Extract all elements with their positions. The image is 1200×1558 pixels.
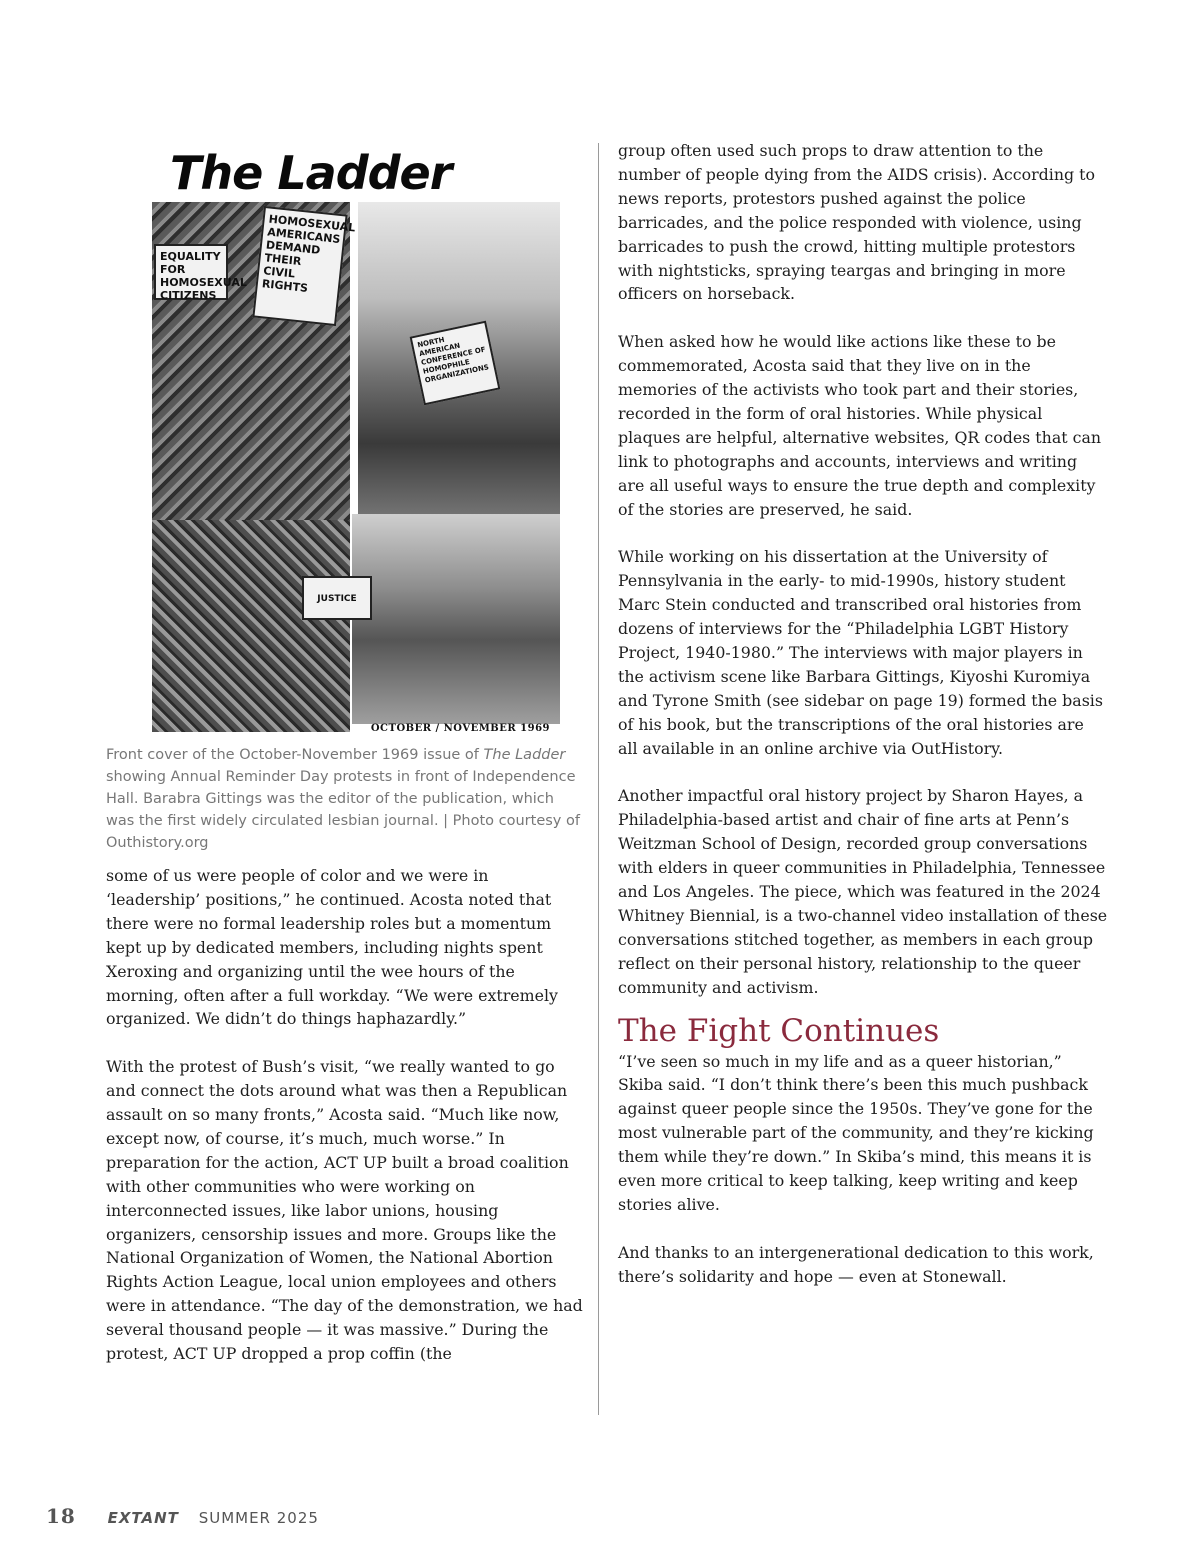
protest-sign: EQUALITY FOR HOMOSEXUAL CITIZENS <box>154 244 228 300</box>
left-body-text <box>106 864 586 1366</box>
magazine-name: EXTANT <box>107 1509 179 1527</box>
protest-photo-bottom-left <box>152 520 350 732</box>
paragraph: some of us were people of color and we were in ‘leadership’ positions,” he continued. Acosta noted that there were no formal leadership roles but a momentum kept up by dedicated members, including nights spent Xeroxing and organizing until the wee hours of the morning, often after a full workday. “We were extremely organized. We didn’t do things haphazardly.” <box>106 866 558 1029</box>
section-body-text <box>618 1050 1108 1289</box>
column-divider <box>598 143 599 1415</box>
page-number: 18 <box>46 1504 76 1528</box>
protest-sign: JUSTICE <box>302 576 372 620</box>
section-heading: The Fight Continues <box>618 1012 940 1049</box>
cover-title: The Ladder <box>170 146 452 200</box>
protest-photo-bottom-right <box>352 514 560 724</box>
protest-sign: HOMOSEXUAL AMERICANS DEMAND THEIR CIVIL RIGHTS <box>252 206 347 326</box>
issue-label: SUMMER 2025 <box>198 1509 319 1527</box>
paragraph: Another impactful oral history project by Sharon Hayes, a Philadelphia-based artist and chair of fine arts at Penn’s Weitzman School of Design, recorded group conversations with elders in queer communities in Philadelphia, Tennessee and Los Angeles. The piece, which was featured in the 2024 Whitney Biennial, is a two-channel video installation of these conversations stitched together, as members in each group reflect on their personal history, relationship to the queer community and activism. <box>618 786 1108 997</box>
left-column <box>106 140 586 1366</box>
page-footer <box>46 1504 319 1528</box>
cover-issue-date: OCTOBER / NOVEMBER 1969 <box>370 723 550 734</box>
paragraph: And thanks to an intergenerational dedication to this work, there’s solidarity and hope — even at Stonewall. <box>618 1242 1094 1286</box>
protest-sign: NORTH AMERICAN CONFERENCE OF HOMOPHILE ORGANIZATIONS <box>410 321 501 406</box>
paragraph: With the protest of Bush’s visit, “we really wanted to go and connect the dots around what was then a Republican assault on so many fronts,” Acosta said. “Much like now, except now, of course, it’s much, much worse.” In preparation for the action, ACT UP built a broad coalition with other communities who were working on interconnected issues, like labor unions, housing organizers, censorship issues and more. Groups like the National Organization of Women, the National Abortion Rights Action League, local union employees and others were in attendance. “The day of the demonstration, we had several thousand people — it was massive.” During the protest, ACT UP dropped a prop coffin (the <box>106 1057 583 1364</box>
right-column <box>618 139 1108 1289</box>
paragraph: group often used such props to draw attention to the number of people dying from the AIDS crisis). According to news reports, protestors pushed against the police barricades, and the police responded with violence, using barricades to push the crowd, hitting multiple protestors with nightsticks, spraying teargas and bringing in more officers on horseback. <box>618 141 1096 304</box>
paragraph: When asked how he would like actions like these to be commemorated, Acosta said that they live on in the memories of the activists who took part and their stories, recorded in the form of oral histories. While physical plaques are helpful, alternative websites, QR codes that can link to photographs and accounts, interviews and writing are all useful ways to ensure the true depth and complexity of the stories are preserved, he said. <box>618 332 1102 519</box>
paragraph: While working on his dissertation at the University of Pennsylvania in the early- to mid-1990s, history student Marc Stein conducted and transcribed oral histories from dozens of interviews for the “Philadelphia LGBT History Project, 1940-1980.” The interviews with major players in the activism scene like Barbara Gittings, Kiyoshi Kuromiya and Tyrone Smith (see sidebar on page 19) formed the basis of his book, but the transcriptions of the oral histories are all available in an online archive via OutHistory. <box>618 547 1103 758</box>
paragraph: “I’ve seen so much in my life and as a queer historian,” Skiba said. “I don’t think there’s been this much pushback against queer people since the 1950s. They’ve gone for the most vulnerable part of the community, and they’re kicking them while they’re down.” In Skiba’s mind, this means it is even more critical to keep talking, keep writing and keep stories alive. <box>618 1051 1094 1215</box>
image-caption: Front cover of the October-November 1969 issue of The Ladder showing Annual Reminder Day protests in front of Independence Hall. Barabra Gittings was the editor of the publication, which was the first widely circulated lesbian journal. | Photo courtesy of Outhistory.org <box>106 747 580 851</box>
ladder-cover-image <box>130 140 562 738</box>
right-body-text <box>618 139 1108 1000</box>
